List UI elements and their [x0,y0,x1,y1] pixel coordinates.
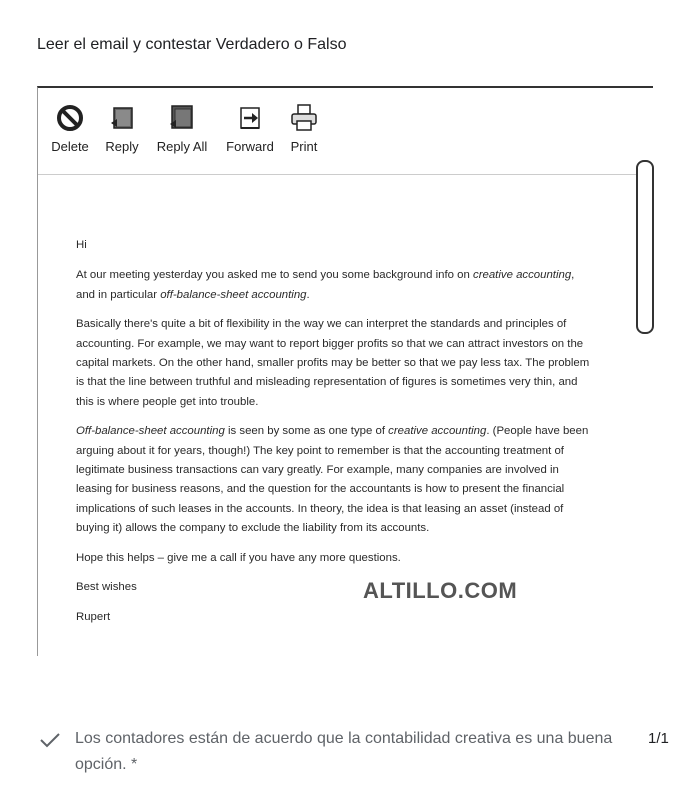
delete-icon [55,103,85,133]
message-scrollbar[interactable] [636,160,654,334]
email-paragraph-2: Basically there's quite a bit of flexibility in the way we can interpret the standards and principles of accounting. For example, we may want to report bigger profits so that we can attract investors on the capital markets. On the other hand, smaller profits may be better so that we pay less tax. The problem is that the line between truthful and misleading representation of figures is sometimes very thin, and this is where people get into trouble. [76,318,590,408]
reply-all-icon [167,103,197,133]
print-button[interactable]: Print [284,96,324,154]
toolbar-divider [38,174,653,175]
email-paragraph-4: Hope this helps – give me a call if you have any more questions. [76,551,401,564]
email-paragraph-3: Off-balance-sheet accounting is seen by some as one type of creative accounting. (People have been arguing about it for years, though!) The key point to remember is that the accounting treatment of legitimate business transactions can vary greatly. For example, many companies are involved in leasing for business reasons, and the question for the accountants is how to present the financial implications of such leases in the accounts. In theory, the idea is that leasing an asset (instead of buying it) allows the company to exclude the liability from its accounts. [76,425,589,535]
reply-icon [107,103,137,133]
watermark: ALTILLO.COM [363,578,518,603]
instructions-text: Leer el email y contestar Verdadero o Falso [37,36,347,53]
email-signature: Rupert [76,610,111,623]
email-paragraph-1: At our meeting yesterday you asked me to send you some background info on creative accounting, and in particular off-balance-sheet accounting. [76,269,575,301]
question-score: 1/1 [648,730,669,747]
reply-all-button[interactable]: Reply All [150,96,214,154]
email-closing: Best wishes [76,581,137,594]
checkmark-icon [38,728,62,752]
email-client-window [37,86,653,656]
forward-button[interactable]: Forward [220,96,280,154]
forward-icon [235,103,265,133]
email-toolbar [50,96,324,156]
reply-button[interactable]: Reply [96,96,148,154]
printer-icon [289,103,319,133]
delete-button[interactable]: Delete [50,96,90,154]
email-body [76,236,596,637]
question-text: Los contadores están de acuerdo que la contabilidad creativa es una buena opción. * [75,730,613,773]
email-greeting: Hi [76,239,87,251]
